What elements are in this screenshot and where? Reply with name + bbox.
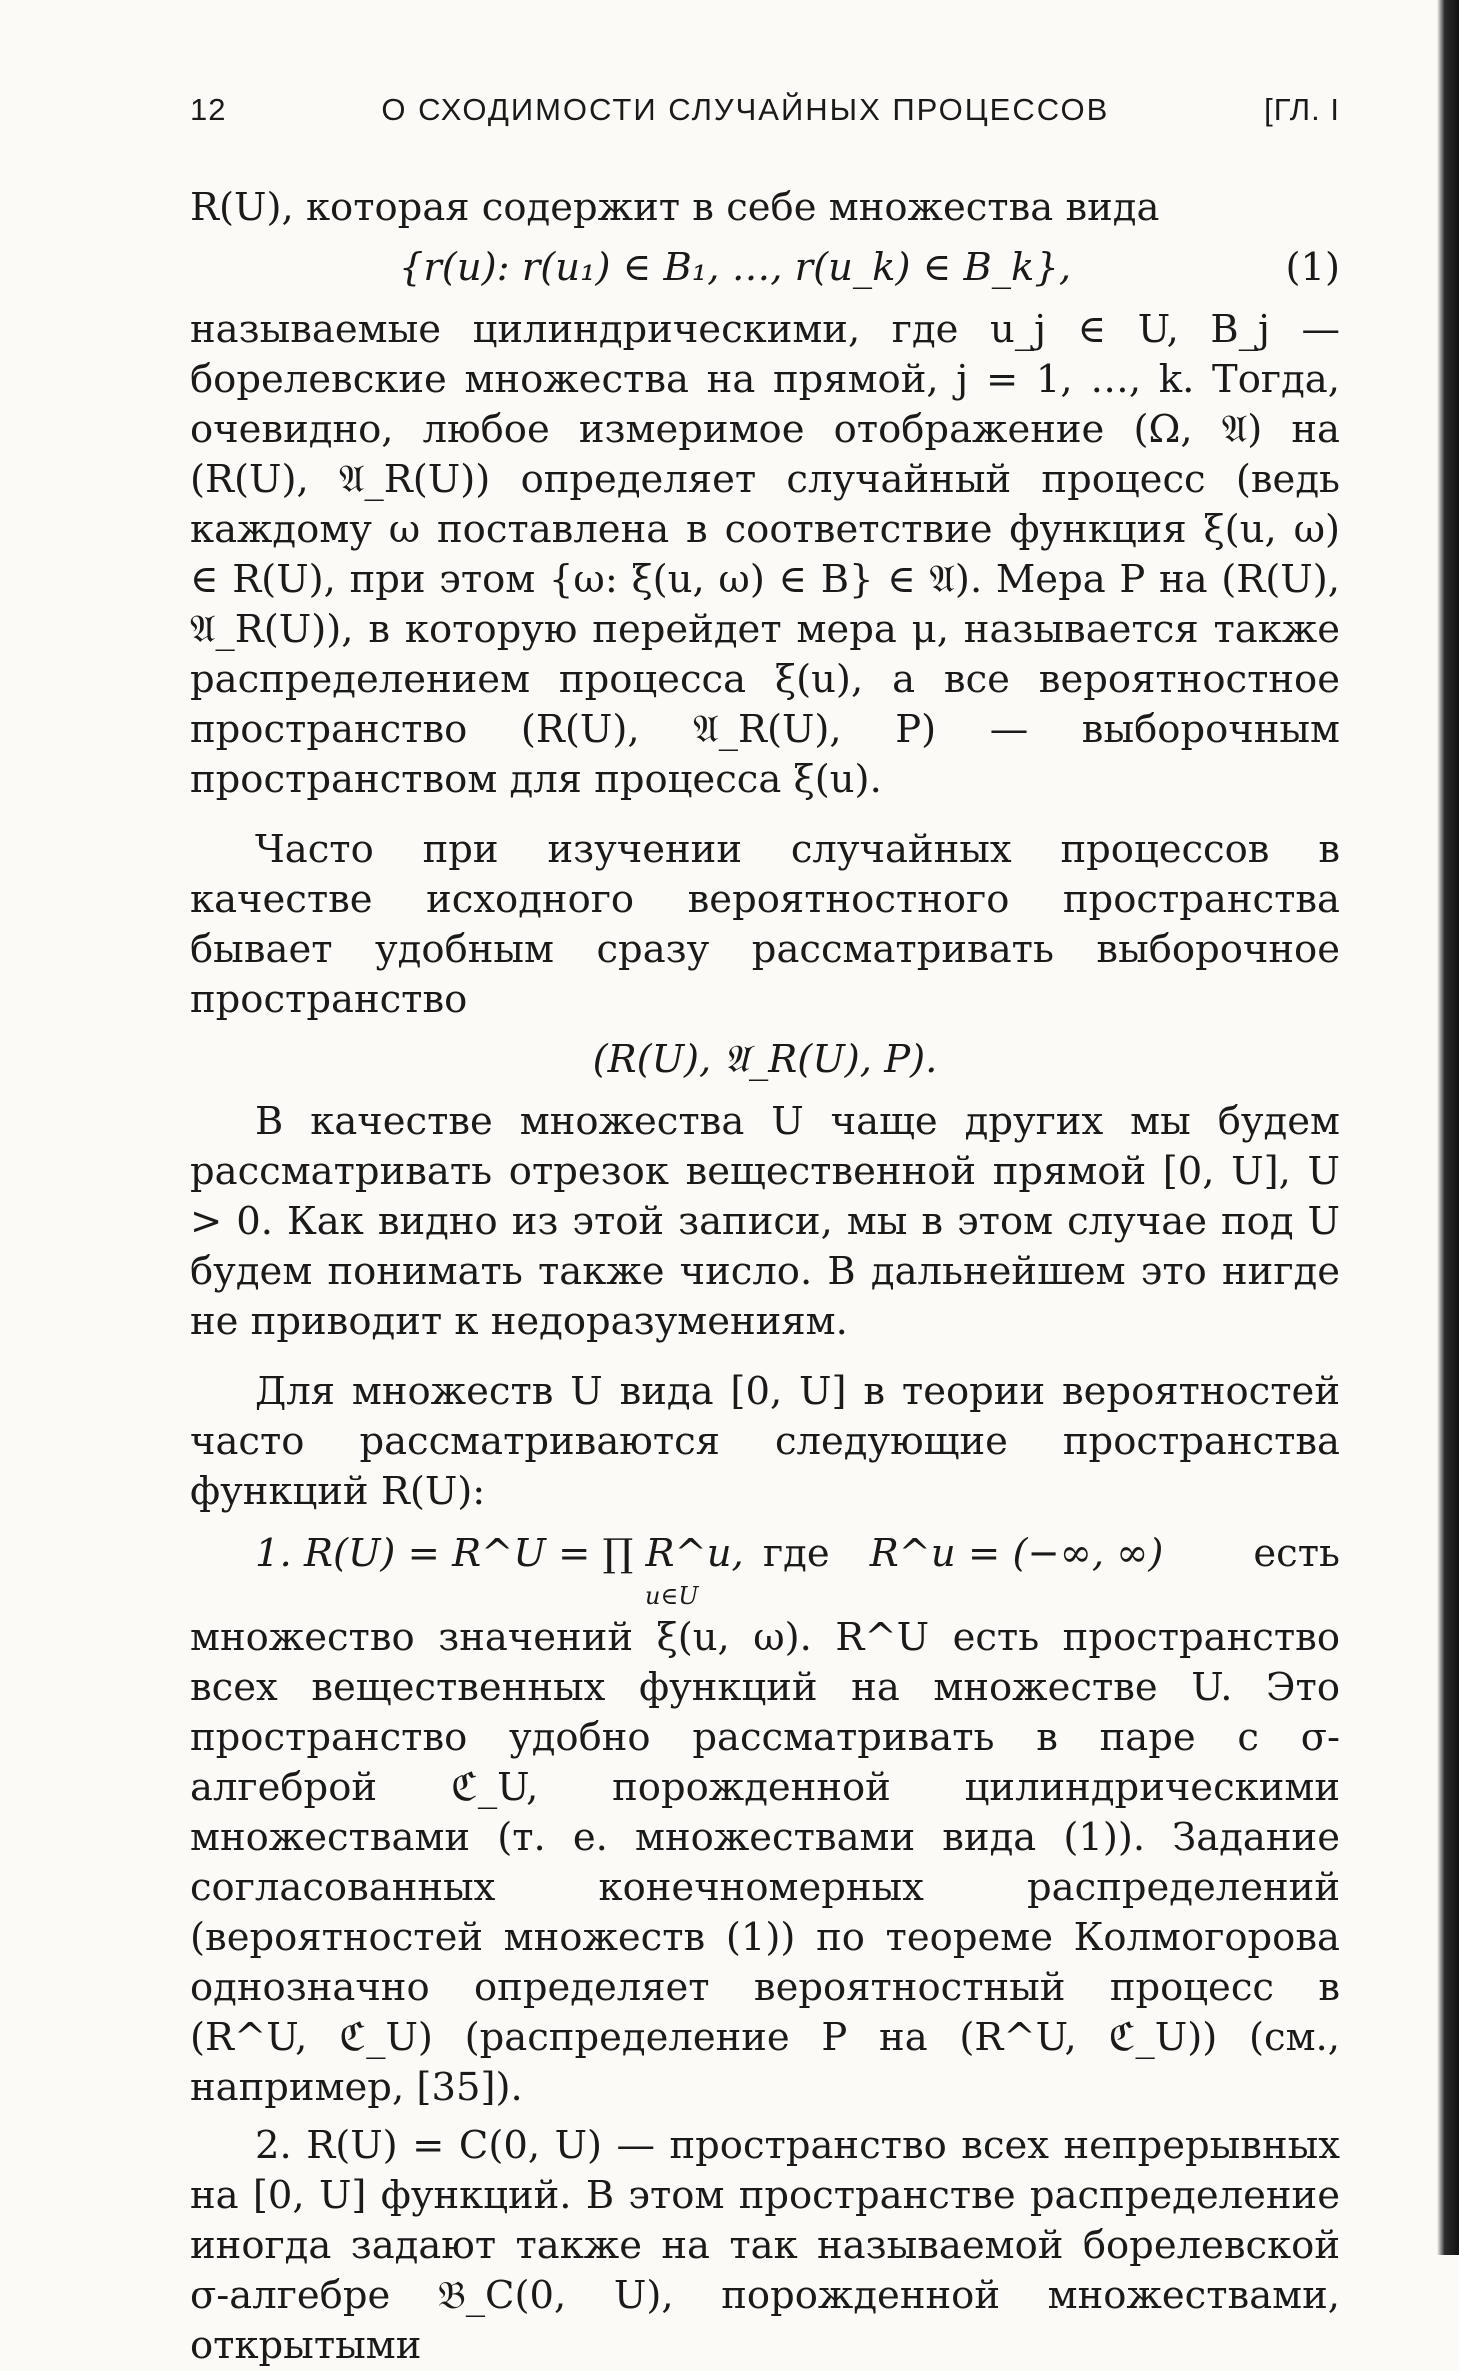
item-1-equation: 1. R(U) = R^U = ∏ R^u, [255, 1531, 744, 1576]
formula-2 [190, 1035, 1340, 1085]
formula-1-number: (1) [1285, 245, 1340, 290]
scan-page-edge [1437, 0, 1459, 2255]
paragraph-6: множество значений ξ(u, ω). R^U есть пространство всех вещественных функций на множестве U. Это пространство удобно рассматривать в паре с σ-алгеброй ℭ_U, порожденной цилиндрическими множествами (т. е. множествами вида (1)). Задание согласованных конечномерных распределений (вероятностей множеств (1)) по теореме Колмогорова однозначно определяет вероятностный процесс в (R^U, ℭ_U) (распределение P на (R^U, ℭ_U)) (см., например, [35]). [190, 1615, 1340, 2110]
running-title: О СХОДИМОСТИ СЛУЧАЙНЫХ ПРОЦЕССОВ [381, 92, 1110, 127]
formula-1 [190, 243, 1340, 293]
paragraph-1: R(U), которая содержит в себе множества вида [190, 185, 1160, 230]
paragraph-2: называемые цилиндрическими, где u_j ∈ U, B_j — борелевские множества на прямой, j = 1, …, k. Тогда, очевидно, любое измеримое отображение (Ω, 𝔄) на (R(U), 𝔄_R(U)) определяет случайный процесс (ведь каждому ω поставлена в соответствие функция ξ(u, ω) ∈ R(U), при этом {ω: ξ(u, ω) ∈ B} ∈ 𝔄). Мера P на (R(U), 𝔄_R(U)), в которую перейдет мера μ, называется также распределением процесса ξ(u), а все вероятностное пространство (R(U), 𝔄_R(U), P) — выборочным пространством для процесса ξ(u). [190, 307, 1340, 802]
item-1-definition: R^u = (−∞, ∞) [869, 1531, 1164, 1576]
chapter-marker: [ГЛ. I [1264, 92, 1340, 127]
paragraph-3: Часто при изучении случайных процессов в качестве исходного вероятностного пространства бывает удобным сразу рассматривать выборочное пространство [190, 827, 1340, 1022]
paragraph-5: Для множеств U вида [0, U] в теории вероятностей часто рассматриваются следующие пространства функций R(U): [190, 1369, 1340, 1514]
formula-1-body: {r(u): r(u₁) ∈ B₁, …, r(u_k) ∈ B_k}, [398, 245, 1072, 290]
paragraph-4: В качестве множества U чаще других мы будем рассматривать отрезок вещественной прямой [0, U], U > 0. Как видно из этой записи, мы в этом случае под U будем понимать также число. В дальнейшем это нигде не приводит к недоразумениям. [190, 1099, 1340, 1344]
page-number: 12 [190, 92, 227, 127]
paragraph-7: 2. R(U) = C(0, U) — пространство всех непрерывных на [0, U] функций. В этом пространстве распределение иногда задают также на так называемой борелевской σ-алгебре 𝔅_C(0, U), порожденной множествами, открытыми [190, 2123, 1340, 2368]
formula-2-body: (R(U), 𝔄_R(U), P). [592, 1037, 938, 1082]
item-1-is: есть [1253, 1531, 1340, 1576]
list-item-1 [190, 1529, 1340, 1610]
book-page [190, 92, 1340, 2371]
item-1-product-subscript: u∈U [645, 1582, 699, 1610]
running-header [190, 92, 1340, 128]
item-1-where: где [763, 1531, 830, 1576]
